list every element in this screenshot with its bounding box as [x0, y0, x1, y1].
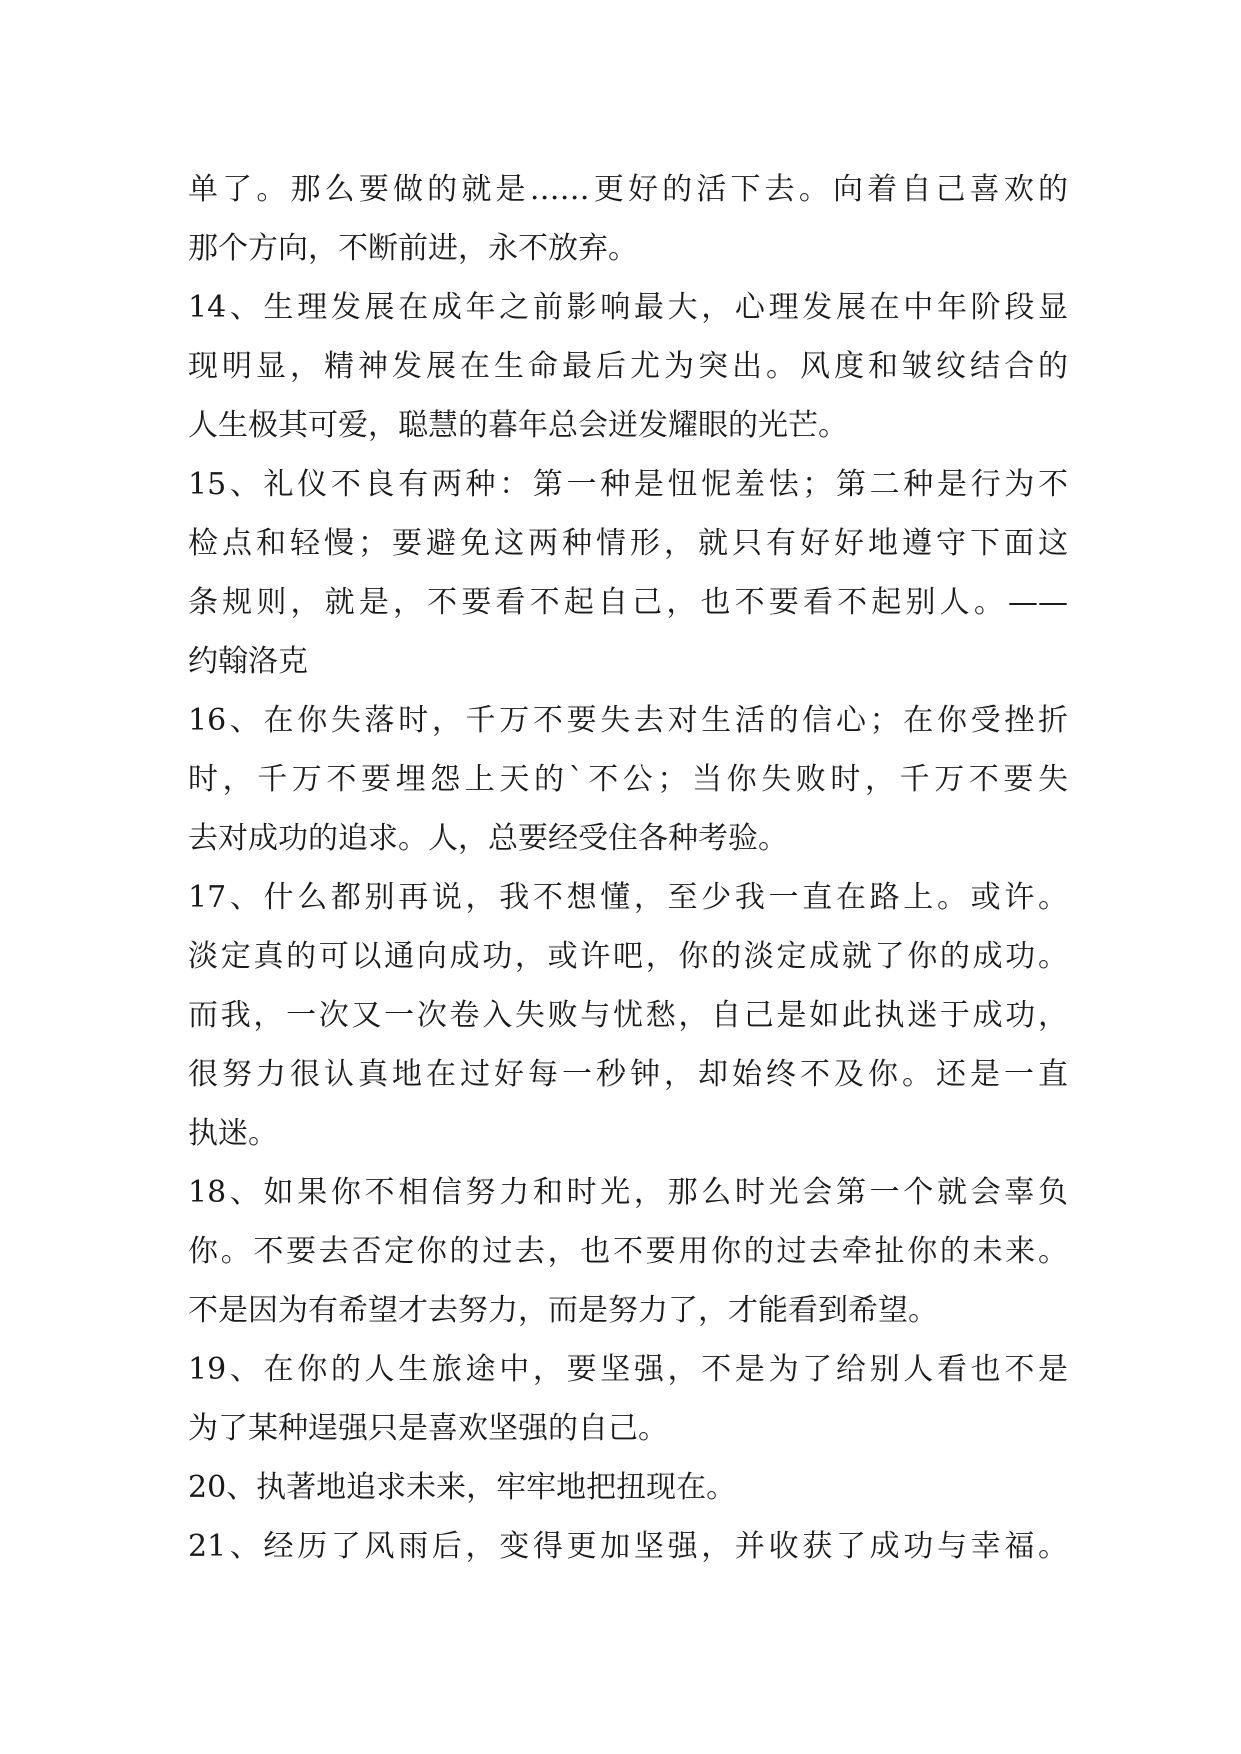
text-line: 时，千万不要埋怨上天的`不公；当你失败时，千万不要失 [188, 762, 1068, 797]
text-line: 20、执著地追求未来，牢牢地把扭现在。 [188, 1470, 737, 1505]
text-line: 人生极其可爱，聪慧的暮年总会迸发耀眼的光芒。 [188, 408, 848, 443]
text-line: 为了某种逞强只是喜欢坚强的自己。 [188, 1411, 668, 1446]
text-line: 检点和轻慢；要避免这两种情形，就只有好好地遵守下面这 [188, 526, 1068, 561]
text-line: 而我，一次又一次卷入失败与忧愁，自己是如此执迷于成功， [188, 998, 1068, 1033]
text-line: 19、在你的人生旅途中，要坚强，不是为了给别人看也不是 [188, 1352, 1068, 1387]
text-line: 现明显，精神发展在生命最后尤为突出。风度和皱纹结合的 [188, 349, 1068, 384]
text-line: 很努力很认真地在过好每一秒钟，却始终不及你。还是一直 [188, 1057, 1068, 1092]
text-line: 17、什么都别再说，我不想懂，至少我一直在路上。或许。 [188, 880, 1068, 915]
text-line: 那个方向，不断前进，永不放弃。 [188, 231, 638, 266]
text-line: 单了。那么要做的就是……更好的活下去。向着自己喜欢的 [188, 172, 1068, 207]
text-line: 执迷。 [188, 1116, 278, 1151]
document-body [188, 160, 1068, 1576]
text-line: 条规则，就是，不要看不起自己，也不要看不起别人。—— [188, 585, 1068, 620]
text-line: 你。不要去否定你的过去，也不要用你的过去牵扯你的未来。 [188, 1234, 1068, 1269]
text-line: 约翰洛克 [188, 644, 308, 679]
text-line: 15、礼仪不良有两种：第一种是忸怩羞怯；第二种是行为不 [188, 467, 1068, 502]
text-line: 14、生理发展在成年之前影响最大，心理发展在中年阶段显 [188, 290, 1068, 325]
text-line: 去对成功的追求。人，总要经受住各种考验。 [188, 821, 788, 856]
text-line: 不是因为有希望才去努力，而是努力了，才能看到希望。 [188, 1293, 938, 1328]
text-line: 16、在你失落时，千万不要失去对生活的信心；在你受挫折 [188, 703, 1068, 738]
text-line: 21、经历了风雨后，变得更加坚强，并收获了成功与幸福。 [188, 1529, 1068, 1564]
text-line: 18、如果你不相信努力和时光，那么时光会第一个就会辜负 [188, 1175, 1068, 1210]
text-line: 淡定真的可以通向成功，或许吧，你的淡定成就了你的成功。 [188, 939, 1068, 974]
